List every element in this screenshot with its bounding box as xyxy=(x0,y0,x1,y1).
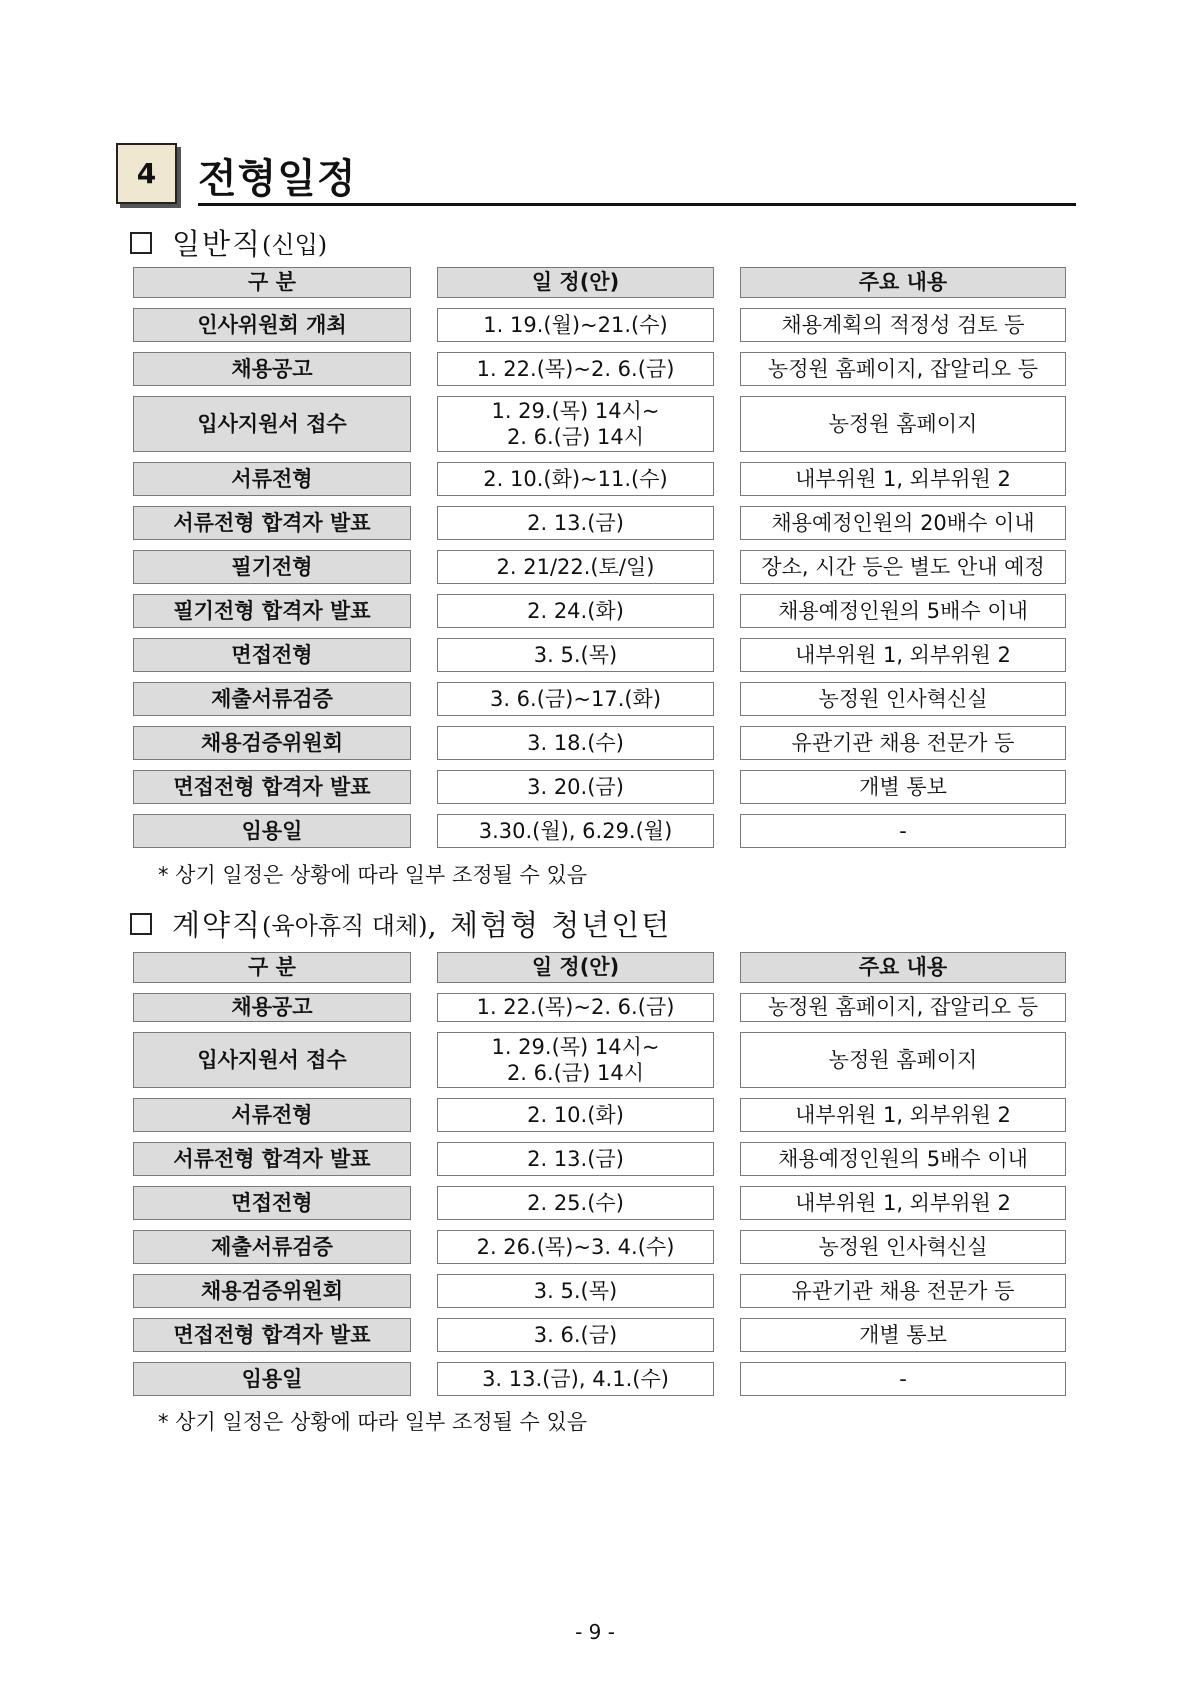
date-cell: 2. 26.(목)~3. 4.(수) xyxy=(437,1230,714,1264)
table-row xyxy=(133,1142,1066,1176)
table-row xyxy=(133,1032,1066,1088)
stage-cell: 입사지원서 접수 xyxy=(133,1032,411,1088)
content-cell: 채용예정인원의 20배수 이내 xyxy=(740,506,1066,540)
section-title: 전형일정 xyxy=(198,156,357,202)
content-cell: 내부위원 1, 외부위원 2 xyxy=(740,638,1066,672)
stage-cell: 채용검증위원회 xyxy=(133,726,411,760)
date-cell: 2. 25.(수) xyxy=(437,1186,714,1220)
table-row xyxy=(133,814,1066,848)
table-row xyxy=(133,352,1066,386)
column-header: 주요 내용 xyxy=(740,952,1066,983)
table-row xyxy=(133,1362,1066,1396)
date-cell: 1. 22.(목)~2. 6.(금) xyxy=(437,352,714,386)
table-row xyxy=(133,550,1066,584)
content-cell: 개별 통보 xyxy=(740,1318,1066,1352)
table-header-row xyxy=(133,267,1066,298)
stage-cell: 인사위원회 개최 xyxy=(133,308,411,342)
stage-cell: 임용일 xyxy=(133,1362,411,1396)
contract-heading-sub: (육아휴직 대체) xyxy=(262,912,428,940)
table-row xyxy=(133,682,1066,716)
stage-cell: 제출서류검증 xyxy=(133,682,411,716)
date-cell: 3. 6.(금)~17.(화) xyxy=(437,682,714,716)
content-cell: 내부위원 1, 외부위원 2 xyxy=(740,1098,1066,1132)
date-cell: 3. 6.(금) xyxy=(437,1318,714,1352)
stage-cell: 채용공고 xyxy=(133,993,411,1022)
stage-cell: 면접전형 xyxy=(133,1186,411,1220)
table-row xyxy=(133,1230,1066,1264)
checkbox-icon xyxy=(130,913,152,935)
page-number: - 9 - xyxy=(575,1620,615,1644)
table-row xyxy=(133,770,1066,804)
date-cell: 1. 19.(월)~21.(수) xyxy=(437,308,714,342)
table-row xyxy=(133,396,1066,452)
contract-note: * 상기 일정은 상황에 따라 일부 조정될 수 있음 xyxy=(158,1410,588,1434)
general-schedule-table xyxy=(133,267,1066,848)
stage-cell: 필기전형 xyxy=(133,550,411,584)
general-note: * 상기 일정은 상황에 따라 일부 조정될 수 있음 xyxy=(158,863,588,887)
date-cell: 1. 29.(목) 14시~ 2. 6.(금) 14시 xyxy=(437,1032,714,1088)
stage-cell: 면접전형 합격자 발표 xyxy=(133,1318,411,1352)
date-cell: 2. 24.(화) xyxy=(437,594,714,628)
content-cell: 채용계획의 적정성 검토 등 xyxy=(740,308,1066,342)
stage-cell: 서류전형 xyxy=(133,1098,411,1132)
table-row xyxy=(133,506,1066,540)
table-header-row xyxy=(133,952,1066,983)
table-row xyxy=(133,638,1066,672)
content-cell: - xyxy=(740,814,1066,848)
date-cell: 3. 5.(목) xyxy=(437,1274,714,1308)
content-cell: 농정원 홈페이지, 잡알리오 등 xyxy=(740,352,1066,386)
content-cell: 채용예정인원의 5배수 이내 xyxy=(740,594,1066,628)
contract-heading-rest: , 체험형 청년인턴 xyxy=(427,908,672,942)
content-cell: 장소, 시간 등은 별도 안내 예정 xyxy=(740,550,1066,584)
general-heading-main: 일반직 xyxy=(172,227,263,261)
stage-cell: 면접전형 xyxy=(133,638,411,672)
content-cell: 농정원 인사혁신실 xyxy=(740,682,1066,716)
date-cell: 3. 20.(금) xyxy=(437,770,714,804)
date-cell: 2. 10.(화) xyxy=(437,1098,714,1132)
date-cell: 3. 18.(수) xyxy=(437,726,714,760)
stage-cell: 채용검증위원회 xyxy=(133,1274,411,1308)
date-cell: 2. 13.(금) xyxy=(437,1142,714,1176)
content-cell: 유관기관 채용 전문가 등 xyxy=(740,726,1066,760)
content-cell: 농정원 홈페이지, 잡알리오 등 xyxy=(740,993,1066,1022)
date-cell: 3.30.(월), 6.29.(월) xyxy=(437,814,714,848)
title-underline xyxy=(198,203,1076,206)
section-number: 4 xyxy=(116,143,177,204)
content-cell: 개별 통보 xyxy=(740,770,1066,804)
column-header: 구 분 xyxy=(133,952,411,983)
date-cell: 2. 21/22.(토/일) xyxy=(437,550,714,584)
table-row xyxy=(133,993,1066,1022)
date-cell: 3. 5.(목) xyxy=(437,638,714,672)
contract-schedule-table xyxy=(133,952,1066,1396)
stage-cell: 입사지원서 접수 xyxy=(133,396,411,452)
checkbox-icon xyxy=(130,232,152,254)
column-header: 일 정(안) xyxy=(437,952,714,983)
date-cell: 1. 29.(목) 14시~ 2. 6.(금) 14시 xyxy=(437,396,714,452)
content-cell: 농정원 홈페이지 xyxy=(740,1032,1066,1088)
column-header: 일 정(안) xyxy=(437,267,714,298)
contract-heading-main: 계약직 xyxy=(172,908,263,942)
content-cell: 농정원 홈페이지 xyxy=(740,396,1066,452)
table-row xyxy=(133,308,1066,342)
date-cell: 1. 22.(목)~2. 6.(금) xyxy=(437,993,714,1022)
general-heading xyxy=(130,222,327,263)
stage-cell: 서류전형 xyxy=(133,462,411,496)
table-row xyxy=(133,462,1066,496)
table-row xyxy=(133,1098,1066,1132)
stage-cell: 면접전형 합격자 발표 xyxy=(133,770,411,804)
date-cell: 3. 13.(금), 4.1.(수) xyxy=(437,1362,714,1396)
stage-cell: 서류전형 합격자 발표 xyxy=(133,1142,411,1176)
table-row xyxy=(133,1186,1066,1220)
column-header: 구 분 xyxy=(133,267,411,298)
table-row xyxy=(133,1318,1066,1352)
content-cell: 내부위원 1, 외부위원 2 xyxy=(740,462,1066,496)
section-header xyxy=(116,143,1076,209)
contract-heading xyxy=(130,903,671,944)
general-heading-sub: (신입) xyxy=(262,231,328,259)
date-cell: 2. 10.(화)~11.(수) xyxy=(437,462,714,496)
content-cell: 채용예정인원의 5배수 이내 xyxy=(740,1142,1066,1176)
table-row xyxy=(133,1274,1066,1308)
stage-cell: 임용일 xyxy=(133,814,411,848)
content-cell: 유관기관 채용 전문가 등 xyxy=(740,1274,1066,1308)
stage-cell: 서류전형 합격자 발표 xyxy=(133,506,411,540)
content-cell: 내부위원 1, 외부위원 2 xyxy=(740,1186,1066,1220)
stage-cell: 제출서류검증 xyxy=(133,1230,411,1264)
stage-cell: 채용공고 xyxy=(133,352,411,386)
column-header: 주요 내용 xyxy=(740,267,1066,298)
content-cell: 농정원 인사혁신실 xyxy=(740,1230,1066,1264)
table-row xyxy=(133,594,1066,628)
table-row xyxy=(133,726,1066,760)
stage-cell: 필기전형 합격자 발표 xyxy=(133,594,411,628)
date-cell: 2. 13.(금) xyxy=(437,506,714,540)
content-cell: - xyxy=(740,1362,1066,1396)
